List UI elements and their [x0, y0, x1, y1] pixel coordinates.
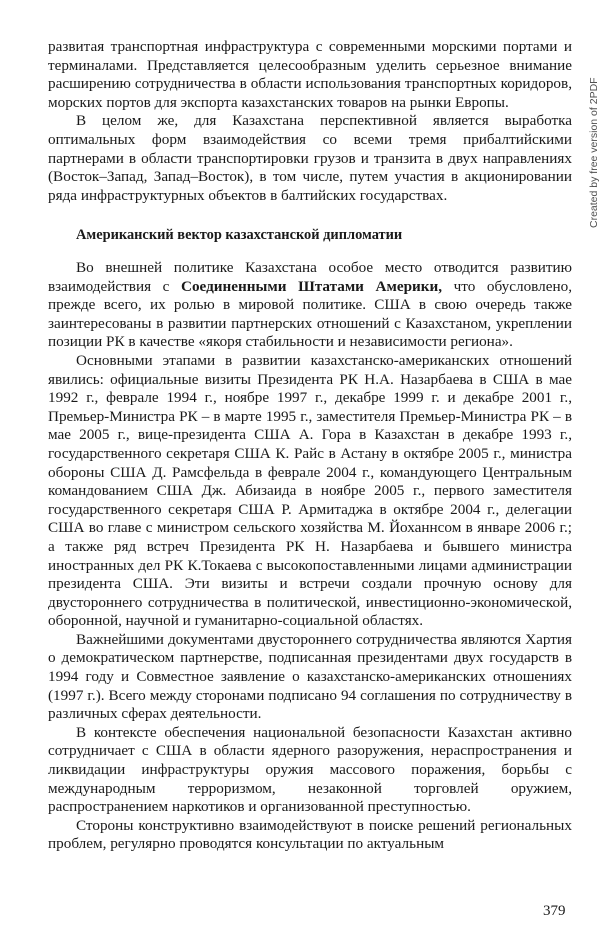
paragraph-documents: Важнейшими документами двустороннего сотрудничества являются Хартия о демократическом партнерстве, подписанная президентами двух государств в 1994 году и Совместное заявление о казахстанско-американских отношениях (1997 г.). Всего между сторонами подписано 94 соглашения по сотрудничеству в различных сферах деятельности.: [48, 630, 572, 723]
paragraph-usa-intro-text-after: что обусловлено, прежде всего, их ролью в мировой политике. США в свою очередь также заинтересованы в развитии партнерских отношений с Казахстаном, укреплении позиции РК в качестве «якоря стабильности и независимости региона».: [48, 277, 572, 351]
paragraph-usa-intro: [48, 259, 572, 352]
usa-bold-term: Соединенными Штатами Америки,: [181, 277, 443, 295]
top-text-block: [48, 38, 572, 205]
paragraph-regional: Стороны конструктивно взаимодействуют в поиске решений региональных проблем, регулярно проводятся консультации по актуальным: [48, 816, 572, 853]
section-body: [48, 259, 572, 854]
page-number: 379: [543, 903, 566, 919]
paragraph-visits: Основными этапами в развитии казахстанско-американских отношений явились: официальные визиты Президента РК Н.А. Назарбаева в США в мае 1992 г., феврале 1994 г., ноябре 1997 г., декабре 1999 г. и декабре 2001 г., Премьер-Министра РК – в марте 1995 г., заместителя Премьер-Министра РК – в мае 2005 г., вице-президента США А. Гора в Казахстан в декабре 1993 г., государственного секретаря США К. Райс в Астану в октябре 2005 г., министра обороны США Д. Рамсфельда в феврале 2004 г., командующего Центральным командованием США Дж. Абизаида в ноябре 2005 г., первого заместителя государственного секретаря США Р. Армитаджа в октябре 2004 г., делегации США во главе с министром сельского хозяйства М. Йоханнсом в январе 2006 г.; а также ряд встреч Президента РК Н. Назарбаева и бывшего министра иностранных дел РК К.Токаева с высокопоставленными лицами администрации президента США. Эти визиты и встречи создали прочную основу для двустороннего сотрудничества в политической, инвестиционно-экономической, оборонной, научной и гуманитарно-социальной областях.: [48, 351, 572, 630]
section-heading: Американский вектор казахстанской дипломатии: [76, 227, 403, 243]
paragraph-usa-intro-text-before: Во внешней политике Казахстана особое место отводится развитию взаимодействия с: [48, 259, 572, 295]
paragraph-continuation: развитая транспортная инфраструктура с современными морскими портами и терминалами. Представляется целесообразным уделить серьезное внимание расширению сотрудничества в области использования транспортных коридоров, морских портов для экспорта казахстанских товаров на рынки Европы.: [48, 38, 572, 111]
paragraph-baltic-partners: В целом же, для Казахстана перспективной является выработка оптимальных форм взаимодействия со всеми тремя прибалтийскими партнерами в области транспортировки грузов и транзита в двух направлениях (Восток–Запад, Запад–Восток), в том числе, путем участия в акционировании ряда инфраструктурных объектов в балтийских государствах.: [48, 112, 572, 204]
watermark-text: Created by free version of 2PDF: [588, 77, 600, 228]
paragraph-security: В контексте обеспечения национальной безопасности Казахстан активно сотрудничает с США в области ядерного разоружения, нераспространения и ликвидации инфраструктуры оружия массового поражения, борьбы с международным терроризмом, незаконной торговлей оружием, распространением наркотиков и организованной преступностью.: [48, 723, 572, 816]
